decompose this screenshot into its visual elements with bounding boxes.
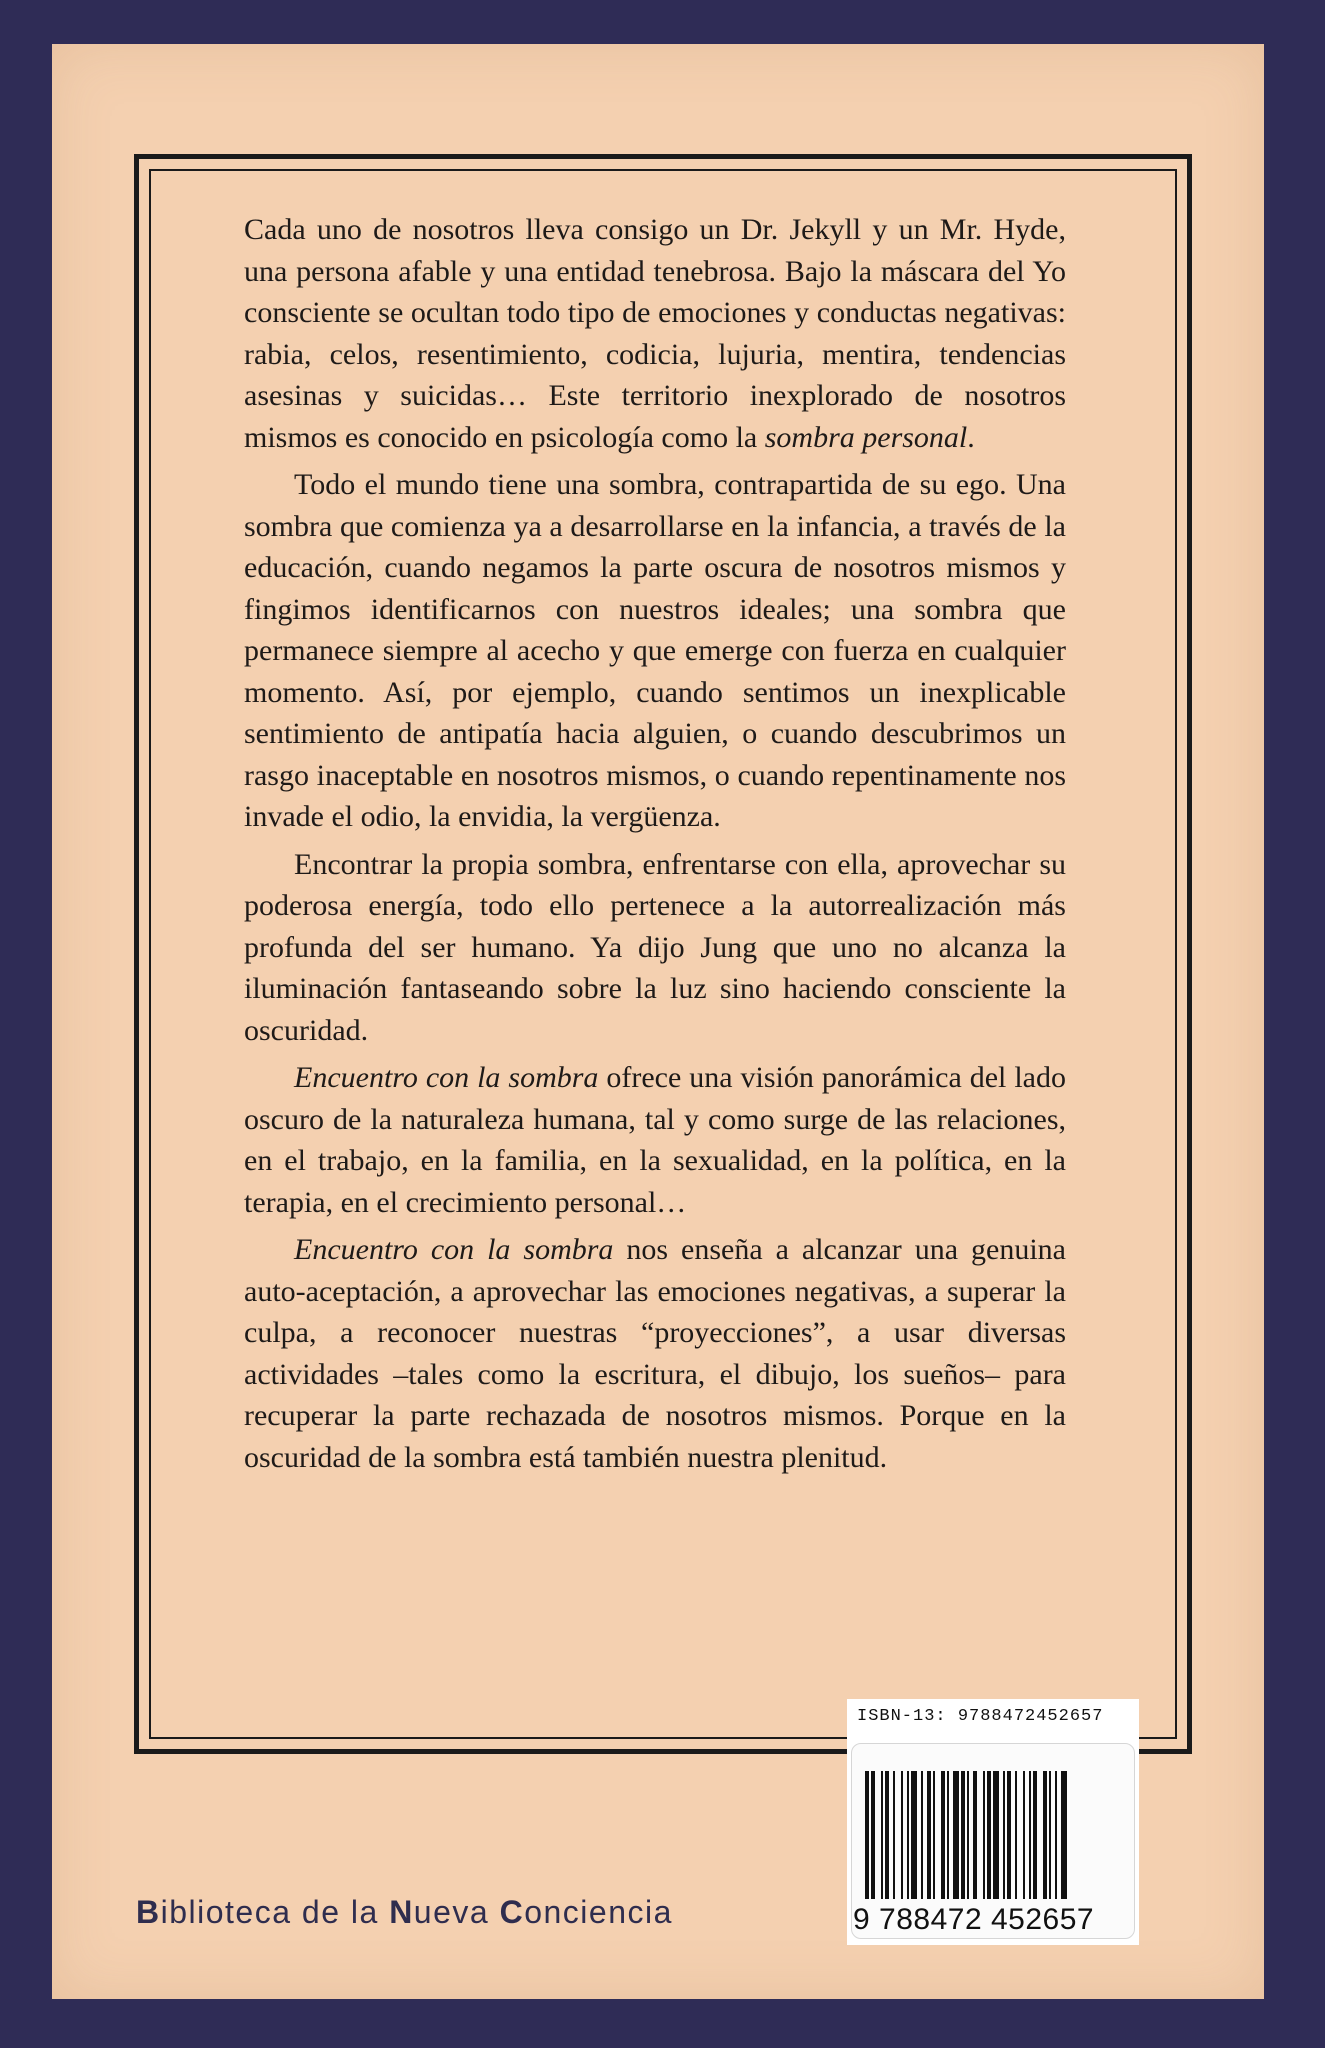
blurb-text bbox=[244, 209, 1066, 1484]
text-frame-outer bbox=[134, 154, 1192, 1754]
blurb-paragraph-4: Encuentro con la sombra ofrece una visión panorámica del lado oscuro de la naturaleza humana, tal y como surge de las relaciones, en el trabajo, en la familia, en la sexualidad, en la política, en la terapia, en el crecimiento personal… bbox=[244, 1061, 1066, 1219]
emphasis-book-title: Encuentro con la sombra bbox=[294, 1061, 599, 1094]
blurb-paragraph-3: Encontrar la propia sombra, enfrentarse con ella, aprovechar su poderosa energía, todo ello pertenece a la autorrealización más profunda del ser humano. Ya dijo Jung que uno no alcanza la iluminación fantaseando sobre la luz sino haciendo consciente la oscuridad. bbox=[244, 847, 1066, 1047]
blurb-paragraph-5: Encuentro con la sombra nos enseña a alcanzar una genuina auto-aceptación, a aprovechar las emociones negativas, a superar la culpa, a reconocer nuestras “proyecciones”, a usar diversas actividades –tales como la escritura, el dibujo, los sueños– para recuperar la parte rechazada de nosotros mismos. Porque en la oscuridad de la sombra está también nuestra plenitud. bbox=[244, 1233, 1066, 1474]
barcode-icon bbox=[861, 1771, 1123, 1903]
blurb-paragraph-1: Cada uno de nosotros lleva consigo un Dr. Jekyll y un Mr. Hyde, una persona afable y una entidad tenebrosa. Bajo la máscara del Yo consciente se ocultan todo tipo de emociones y conductas negativas: rabia, celos, resentimiento, codicia, lujuria, mentira, tendencias asesinas y suicidas… Este territorio inexplorado de nosotros mismos es conocido en psicología como la sombra personal. bbox=[244, 213, 1066, 454]
barcode-block bbox=[847, 1699, 1139, 1945]
isbn-label: ISBN-13: 9788472452657 bbox=[857, 1707, 1104, 1726]
ean-digits: 9 788472 452657 bbox=[853, 1903, 1095, 1936]
emphasis-sombra-personal: sombra personal bbox=[764, 420, 968, 454]
back-cover bbox=[52, 44, 1264, 1999]
emphasis-book-title: Encuentro con la sombra bbox=[294, 1233, 614, 1266]
series-name: Biblioteca de la Nueva Conciencia bbox=[136, 1894, 673, 1930]
blurb-paragraph-2: Todo el mundo tiene una sombra, contrapartida de su ego. Una sombra que comienza ya a desarrollarse en la infancia, a través de la educación, cuando negamos la parte oscura de nosotros mismos y fingimos identificarnos con nuestros ideales; una sombra que permanece siempre al acecho y que emerge con fuerza en cualquier momento. Así, por ejemplo, cuando sentimos un inexplicable sentimiento de antipatía hacia alguien, o cuando descubrimos un rasgo inaceptable en nosotros mismos, o cuando repentinamente nos invade el odio, la envidia, la vergüenza. bbox=[244, 468, 1066, 833]
